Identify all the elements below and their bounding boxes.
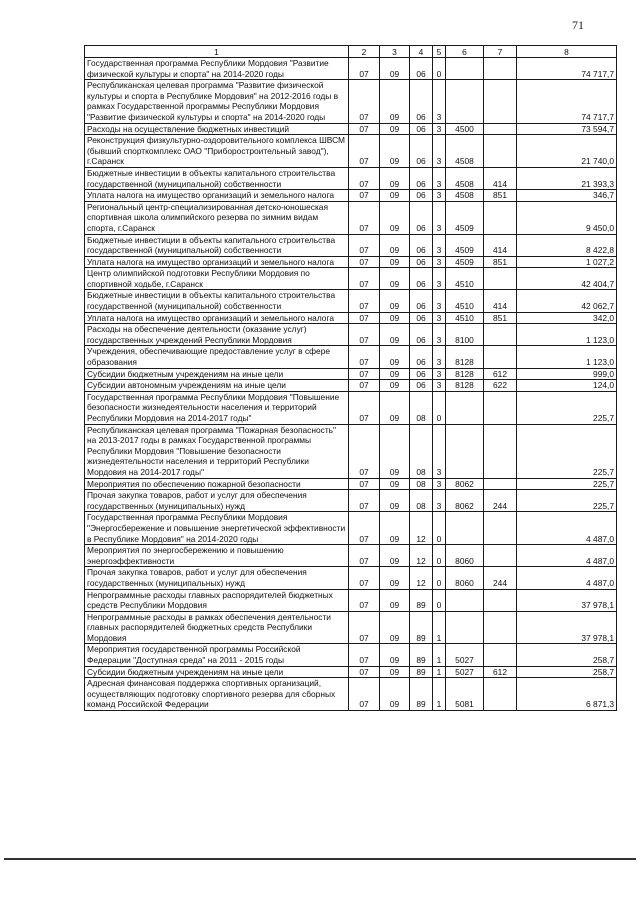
row-code-3-cell: 09 [380,135,410,168]
row-code-4-cell: 08 [410,490,433,512]
row-code-2-cell: 07 [349,167,380,189]
row-code-6-cell [446,391,484,424]
row-amount-cell: 258,7 [517,644,617,666]
row-code-3-cell: 09 [380,324,410,346]
row-amount-cell: 1 123,0 [517,346,617,368]
row-code-3-cell: 09 [380,58,410,80]
row-code-6-cell: 8060 [446,545,484,567]
row-code-4-cell: 06 [410,234,433,256]
table-row [85,135,617,168]
row-code-5-cell: 1 [433,678,446,711]
column-header: 5 [433,46,446,58]
row-code-5-cell: 3 [433,490,446,512]
row-code-5-cell: 0 [433,58,446,80]
row-code-4-cell: 08 [410,478,433,490]
table-row [85,589,617,611]
row-code-2-cell: 07 [349,478,380,490]
row-name-cell: Бюджетные инвестиции в объекты капитального строительства государственной (муниципальной) собственности [85,234,349,256]
row-amount-cell: 4 487,0 [517,567,617,589]
row-code-3-cell: 09 [380,391,410,424]
row-code-5-cell: 3 [433,380,446,392]
row-code-7-cell [484,545,517,567]
row-code-3-cell: 09 [380,490,410,512]
row-amount-cell: 74 717,7 [517,58,617,80]
row-amount-cell: 1 123,0 [517,324,617,346]
row-amount-cell: 37 978,1 [517,611,617,644]
row-code-5-cell: 3 [433,346,446,368]
row-name-cell: Субсидии бюджетным учреждениям на иные цели [85,368,349,380]
row-code-5-cell: 3 [433,324,446,346]
row-code-6-cell: 4508 [446,167,484,189]
row-amount-cell: 21 740,0 [517,135,617,168]
row-code-5-cell: 3 [433,424,446,478]
row-code-3-cell: 09 [380,346,410,368]
column-header: 3 [380,46,410,58]
row-code-5-cell: 3 [433,201,446,234]
row-code-5-cell: 3 [433,80,446,123]
row-code-3-cell: 09 [380,611,410,644]
row-name-cell: Бюджетные инвестиции в объекты капитального строительства государственной (муниципальной) собственности [85,290,349,312]
row-name-cell: Мероприятия по энергосбережению и повышению энергоэффективности [85,545,349,567]
row-name-cell: Государственная программа Республики Мордовия "Повышение безопасности жизнедеятельности населения и территорий Республики Мордовия на 2014-2017 годы" [85,391,349,424]
row-code-6-cell: 4510 [446,268,484,290]
row-code-3-cell: 09 [380,478,410,490]
row-code-4-cell: 06 [410,80,433,123]
row-code-2-cell: 07 [349,268,380,290]
page-number: 71 [572,18,584,32]
row-code-4-cell: 12 [410,545,433,567]
row-code-3-cell: 09 [380,678,410,711]
column-header: 7 [484,46,517,58]
row-code-5-cell: 3 [433,312,446,324]
row-code-7-cell: 414 [484,290,517,312]
row-name-cell: Учреждения, обеспечивающие предоставление услуг в сфере образования [85,346,349,368]
row-code-6-cell: 5027 [446,644,484,666]
column-header: 1 [85,46,349,58]
row-code-2-cell: 07 [349,589,380,611]
row-code-2-cell: 07 [349,678,380,711]
row-code-4-cell: 06 [410,167,433,189]
row-code-4-cell: 89 [410,611,433,644]
table-row [85,167,617,189]
table-row [85,368,617,380]
row-code-7-cell [484,611,517,644]
table-row [85,678,617,711]
row-code-6-cell [446,80,484,123]
row-amount-cell: 42 404,7 [517,268,617,290]
row-code-5-cell: 3 [433,135,446,168]
table-row [85,58,617,80]
row-code-6-cell: 4508 [446,190,484,202]
row-name-cell: Прочая закупка товаров, работ и услуг для обеспечения государственных (муниципальных) нужд [85,490,349,512]
row-name-cell: Непрограммные расходы главных распорядителей бюджетных средств Республики Мордовия [85,589,349,611]
column-header: 4 [410,46,433,58]
row-code-3-cell: 09 [380,290,410,312]
row-code-3-cell: 09 [380,368,410,380]
row-code-3-cell: 09 [380,234,410,256]
row-name-cell: Субсидии автономным учреждениям на иные цели [85,380,349,392]
row-name-cell: Бюджетные инвестиции в объекты капитального строительства государственной (муниципальной) собственности [85,167,349,189]
row-code-3-cell: 09 [380,256,410,268]
row-code-6-cell [446,512,484,545]
row-code-2-cell: 07 [349,666,380,678]
row-code-7-cell [484,58,517,80]
row-code-2-cell: 07 [349,380,380,392]
row-code-6-cell: 8062 [446,478,484,490]
row-code-6-cell: 4509 [446,201,484,234]
row-code-3-cell: 09 [380,201,410,234]
row-code-7-cell: 244 [484,490,517,512]
row-amount-cell: 37 978,1 [517,589,617,611]
column-header: 2 [349,46,380,58]
row-code-2-cell: 07 [349,256,380,268]
table-row [85,312,617,324]
row-amount-cell: 4 487,0 [517,512,617,545]
row-code-2-cell: 07 [349,123,380,135]
budget-table [84,45,617,711]
row-code-2-cell: 07 [349,424,380,478]
row-code-2-cell: 07 [349,312,380,324]
row-code-5-cell: 1 [433,666,446,678]
row-name-cell: Непрограммные расходы в рамках обеспечения деятельности главных распорядителей бюджетных средств Республики Мордовия [85,611,349,644]
row-amount-cell: 999,0 [517,368,617,380]
row-code-7-cell [484,80,517,123]
row-name-cell: Государственная программа Республики Мордовия "Энергосбережение и повышение энергетической эффективности в Республике Мордовия" на 2014-2020 годы [85,512,349,545]
column-header: 6 [446,46,484,58]
row-code-7-cell: 414 [484,234,517,256]
row-code-3-cell: 09 [380,268,410,290]
row-code-3-cell: 09 [380,644,410,666]
row-code-4-cell: 06 [410,312,433,324]
row-code-4-cell: 06 [410,190,433,202]
table-row [85,666,617,678]
row-code-4-cell: 08 [410,424,433,478]
row-code-6-cell: 5027 [446,666,484,678]
table-row [85,190,617,202]
row-code-7-cell [484,678,517,711]
row-code-6-cell: 8100 [446,324,484,346]
table-row [85,611,617,644]
row-code-6-cell: 8128 [446,346,484,368]
row-code-7-cell: 622 [484,380,517,392]
row-code-2-cell: 07 [349,290,380,312]
row-code-5-cell: 3 [433,290,446,312]
row-code-4-cell: 06 [410,268,433,290]
row-code-5-cell: 3 [433,167,446,189]
table-row [85,123,617,135]
row-name-cell: Региональный центр-специализированная детско-юношеская спортивная школа олимпийского резерва по зимним видам спорта, г.Саранск [85,201,349,234]
row-code-5-cell: 3 [433,268,446,290]
row-code-2-cell: 07 [349,611,380,644]
row-amount-cell: 21 393,3 [517,167,617,189]
row-code-3-cell: 09 [380,312,410,324]
bottom-rule [4,858,636,860]
table-row [85,234,617,256]
row-code-3-cell: 09 [380,666,410,678]
row-code-3-cell: 09 [380,167,410,189]
table-row [85,80,617,123]
row-code-4-cell: 12 [410,512,433,545]
row-code-6-cell [446,589,484,611]
row-name-cell: Мероприятия государственной программы Российской Федерации "Доступная среда" на 2011 - 2015 годы [85,644,349,666]
row-code-5-cell: 0 [433,589,446,611]
row-name-cell: Уплата налога на имущество организаций и земельного налога [85,256,349,268]
row-amount-cell: 225,7 [517,478,617,490]
row-code-6-cell: 4510 [446,312,484,324]
row-name-cell: Прочая закупка товаров, работ и услуг для обеспечения государственных (муниципальных) нужд [85,567,349,589]
row-name-cell: Мероприятия по обеспечению пожарной безопасности [85,478,349,490]
row-name-cell: Реконструкция физкультурно-оздоровительного комплекса ШВСМ (бывший спорткомплекс ОАО "Приборостроительный завод"), г.Саранск [85,135,349,168]
row-code-5-cell: 0 [433,512,446,545]
table-body [85,58,617,711]
table-header-row [85,46,617,58]
row-code-7-cell [484,644,517,666]
row-name-cell: Уплата налога на имущество организаций и земельного налога [85,312,349,324]
row-code-7-cell [484,268,517,290]
row-name-cell: Центр олимпийской подготовки Республики Мордовия по спортивной ходьбе, г.Саранск [85,268,349,290]
row-code-5-cell: 3 [433,190,446,202]
row-code-4-cell: 06 [410,380,433,392]
row-code-5-cell: 1 [433,611,446,644]
row-code-5-cell: 0 [433,545,446,567]
row-code-6-cell [446,611,484,644]
row-amount-cell: 73 594,7 [517,123,617,135]
row-code-6-cell [446,58,484,80]
row-amount-cell: 4 487,0 [517,545,617,567]
row-code-6-cell: 8128 [446,368,484,380]
row-code-4-cell: 12 [410,567,433,589]
row-code-7-cell [484,589,517,611]
row-code-2-cell: 07 [349,80,380,123]
row-amount-cell: 8 422,8 [517,234,617,256]
row-code-4-cell: 06 [410,368,433,380]
row-code-7-cell [484,135,517,168]
row-amount-cell: 74 717,7 [517,80,617,123]
row-code-2-cell: 07 [349,391,380,424]
row-code-2-cell: 07 [349,324,380,346]
row-code-2-cell: 07 [349,567,380,589]
row-code-4-cell: 06 [410,58,433,80]
table-row [85,256,617,268]
table-row [85,324,617,346]
table-row [85,268,617,290]
row-code-7-cell: 244 [484,567,517,589]
row-code-3-cell: 09 [380,123,410,135]
table-row [85,346,617,368]
row-code-3-cell: 09 [380,589,410,611]
row-code-7-cell [484,123,517,135]
row-amount-cell: 225,7 [517,391,617,424]
table-row [85,512,617,545]
table-row [85,490,617,512]
row-code-6-cell: 8128 [446,380,484,392]
row-code-3-cell: 09 [380,512,410,545]
row-code-2-cell: 07 [349,512,380,545]
row-code-7-cell: 851 [484,256,517,268]
row-code-5-cell: 3 [433,256,446,268]
row-code-6-cell: 8060 [446,567,484,589]
row-amount-cell: 225,7 [517,490,617,512]
row-code-5-cell: 3 [433,478,446,490]
row-code-7-cell: 612 [484,368,517,380]
row-code-5-cell: 0 [433,567,446,589]
row-code-6-cell: 4509 [446,234,484,256]
row-code-3-cell: 09 [380,380,410,392]
table-row [85,424,617,478]
row-code-2-cell: 07 [349,234,380,256]
row-amount-cell: 6 871,3 [517,678,617,711]
row-code-4-cell: 06 [410,324,433,346]
row-amount-cell: 42 062,7 [517,290,617,312]
table-row [85,644,617,666]
row-code-7-cell: 612 [484,666,517,678]
table-row [85,290,617,312]
row-code-3-cell: 09 [380,424,410,478]
row-code-6-cell: 4509 [446,256,484,268]
row-code-7-cell [484,478,517,490]
row-code-2-cell: 07 [349,490,380,512]
row-code-4-cell: 89 [410,678,433,711]
row-code-2-cell: 07 [349,346,380,368]
row-name-cell: Уплата налога на имущество организаций и земельного налога [85,190,349,202]
row-code-3-cell: 09 [380,567,410,589]
row-code-2-cell: 07 [349,644,380,666]
row-code-7-cell [484,346,517,368]
row-code-4-cell: 06 [410,256,433,268]
row-code-5-cell: 3 [433,368,446,380]
table-row [85,201,617,234]
row-name-cell: Субсидии бюджетным учреждениям на иные цели [85,666,349,678]
row-amount-cell: 1 027,2 [517,256,617,268]
row-code-3-cell: 09 [380,80,410,123]
row-code-4-cell: 06 [410,290,433,312]
row-code-4-cell: 06 [410,346,433,368]
row-code-6-cell: 8062 [446,490,484,512]
row-code-7-cell [484,424,517,478]
row-code-6-cell: 5081 [446,678,484,711]
row-code-2-cell: 07 [349,58,380,80]
row-amount-cell: 346,7 [517,190,617,202]
column-header: 8 [517,46,617,58]
row-code-5-cell: 0 [433,391,446,424]
row-amount-cell: 124,0 [517,380,617,392]
row-code-7-cell [484,201,517,234]
table-row [85,567,617,589]
row-code-5-cell: 3 [433,123,446,135]
row-name-cell: Адресная финансовая поддержка спортивных организаций, осуществляющих подготовку спортивного резерва для сборных команд Российской Федерации [85,678,349,711]
row-name-cell: Расходы на осуществление бюджетных инвестиций [85,123,349,135]
row-code-2-cell: 07 [349,190,380,202]
row-code-6-cell: 4500 [446,123,484,135]
row-code-6-cell: 4510 [446,290,484,312]
row-code-4-cell: 06 [410,123,433,135]
table-row [85,478,617,490]
row-code-4-cell: 89 [410,666,433,678]
row-code-7-cell [484,324,517,346]
row-code-7-cell [484,512,517,545]
row-code-2-cell: 07 [349,545,380,567]
row-code-5-cell: 3 [433,234,446,256]
row-code-6-cell: 4508 [446,135,484,168]
row-code-3-cell: 09 [380,545,410,567]
table-row [85,380,617,392]
row-code-5-cell: 1 [433,644,446,666]
row-name-cell: Государственная программа Республики Мордовия "Развитие физической культуры и спорта" на 2014-2020 годы [85,58,349,80]
row-code-4-cell: 06 [410,201,433,234]
row-amount-cell: 342,0 [517,312,617,324]
row-code-7-cell [484,391,517,424]
row-code-7-cell: 851 [484,312,517,324]
row-code-6-cell [446,424,484,478]
row-name-cell: Республиканская целевая программа "Пожарная безопасность" на 2013-2017 годы в рамках Государственной программы Республики Мордовия "Повышение безопасности жизнедеятельности населения и территорий Республики Мордовия на 2014-2017 годы" [85,424,349,478]
row-code-2-cell: 07 [349,201,380,234]
row-code-4-cell: 08 [410,391,433,424]
row-code-7-cell: 414 [484,167,517,189]
row-name-cell: Республиканская целевая программа "Развитие физической культуры и спорта в Республике Мордовия" на 2012-2016 годы в рамках Государственной программы Республики Мордовия "Развитие физической культуры и спорта" на 2014-2020 годы [85,80,349,123]
row-name-cell: Расходы на обеспечение деятельности (оказание услуг) государственных учреждений Республики Мордовия [85,324,349,346]
table-row [85,545,617,567]
row-code-2-cell: 07 [349,368,380,380]
row-amount-cell: 9 450,0 [517,201,617,234]
row-code-3-cell: 09 [380,190,410,202]
row-amount-cell: 225,7 [517,424,617,478]
row-amount-cell: 258,7 [517,666,617,678]
row-code-4-cell: 06 [410,135,433,168]
table-row [85,391,617,424]
row-code-4-cell: 89 [410,644,433,666]
row-code-2-cell: 07 [349,135,380,168]
row-code-4-cell: 89 [410,589,433,611]
row-code-7-cell: 851 [484,190,517,202]
